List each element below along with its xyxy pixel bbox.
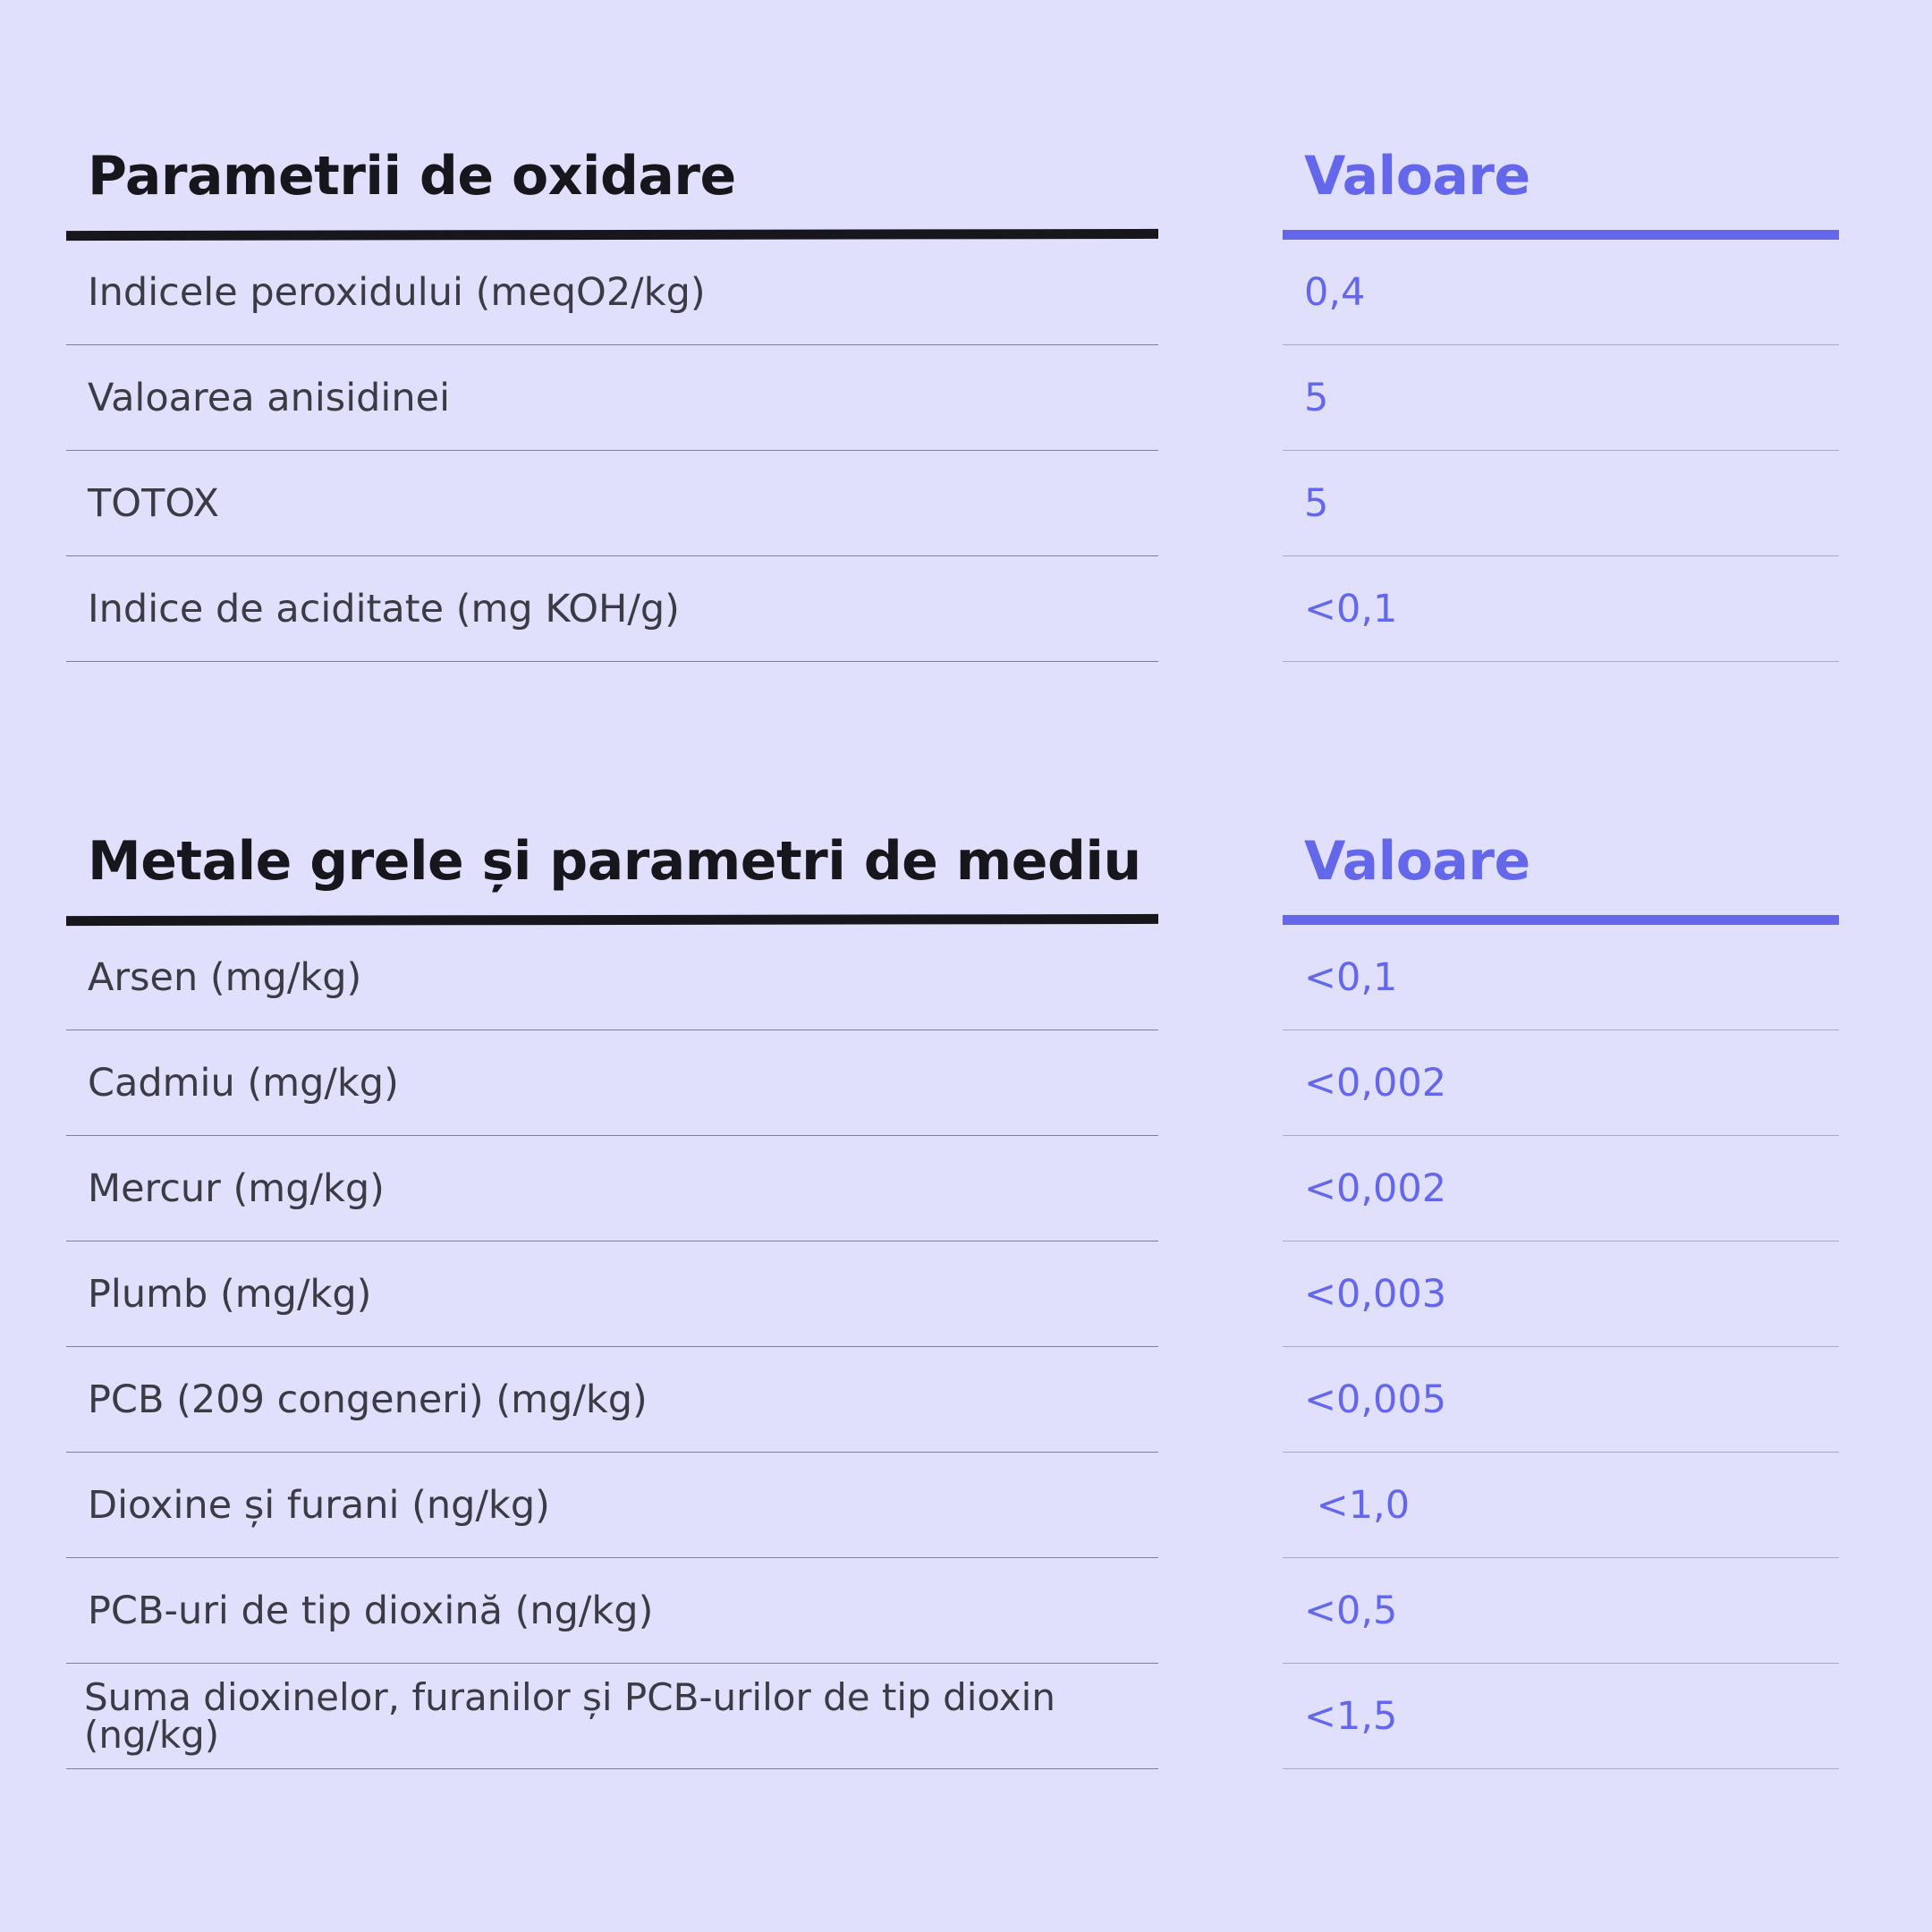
row-label: Indice de aciditate (mg KOH/g) xyxy=(66,556,1158,662)
table-row xyxy=(66,1241,1841,1347)
row-label: Mercur (mg/kg) xyxy=(66,1136,1158,1241)
heavy-metals-title-underline xyxy=(66,914,1158,926)
row-label: Valoarea anisidinei xyxy=(66,345,1158,451)
row-value: <0,1 xyxy=(1283,925,1839,1030)
row-label: PCB-uri de tip dioxină (ng/kg) xyxy=(66,1558,1158,1664)
heavy-metals-value-header: Valoare xyxy=(1304,830,1530,893)
oxidation-value-underline xyxy=(1283,230,1839,240)
table-row xyxy=(66,1453,1841,1558)
heavy-metals-title: Metale grele și parametri de mediu xyxy=(88,830,1141,893)
heavy-metals-table xyxy=(66,750,1841,1769)
row-value: 5 xyxy=(1283,451,1839,556)
table-row xyxy=(66,1664,1841,1769)
row-value: <0,003 xyxy=(1283,1241,1839,1347)
table-row xyxy=(66,240,1841,345)
row-label: Arsen (mg/kg) xyxy=(66,925,1158,1030)
row-value: 0,4 xyxy=(1283,240,1839,345)
oxidation-title: Parametrii de oxidare xyxy=(88,145,736,208)
row-value: <1,5 xyxy=(1283,1664,1839,1769)
row-label: PCB (209 congeneri) (mg/kg) xyxy=(66,1347,1158,1453)
table-row xyxy=(66,1030,1841,1136)
row-label: Suma dioxinelor, furanilor și PCB-urilor de tip dioxin (ng/kg) xyxy=(66,1664,1158,1769)
row-value: <1,0 xyxy=(1283,1453,1839,1558)
oxidation-value-header-cell xyxy=(1283,64,1839,240)
row-value: <0,002 xyxy=(1283,1136,1839,1241)
row-value: <0,1 xyxy=(1283,556,1839,662)
heavy-metals-value-underline xyxy=(1283,915,1839,925)
row-label: Indicele peroxidului (meqO2/kg) xyxy=(66,240,1158,345)
row-label: TOTOX xyxy=(66,451,1158,556)
table-row xyxy=(66,345,1841,451)
oxidation-title-underline xyxy=(66,229,1158,241)
oxidation-value-header: Valoare xyxy=(1304,145,1530,208)
row-value: <0,5 xyxy=(1283,1558,1839,1664)
table-row xyxy=(66,1558,1841,1664)
row-label: Cadmiu (mg/kg) xyxy=(66,1030,1158,1136)
heavy-metals-value-header-cell xyxy=(1283,750,1839,925)
table-row xyxy=(66,451,1841,556)
heavy-metals-title-cell xyxy=(66,750,1158,925)
row-value: <0,002 xyxy=(1283,1030,1839,1136)
table-row xyxy=(66,556,1841,662)
oxidation-table-header xyxy=(66,64,1841,240)
row-value: 5 xyxy=(1283,345,1839,451)
row-value: <0,005 xyxy=(1283,1347,1839,1453)
row-label: Plumb (mg/kg) xyxy=(66,1241,1158,1347)
table-row xyxy=(66,1136,1841,1241)
oxidation-table xyxy=(66,64,1841,662)
table-row xyxy=(66,925,1841,1030)
oxidation-title-cell xyxy=(66,64,1158,240)
heavy-metals-table-header xyxy=(66,750,1841,925)
row-label: Dioxine și furani (ng/kg) xyxy=(66,1453,1158,1558)
table-row xyxy=(66,1347,1841,1453)
